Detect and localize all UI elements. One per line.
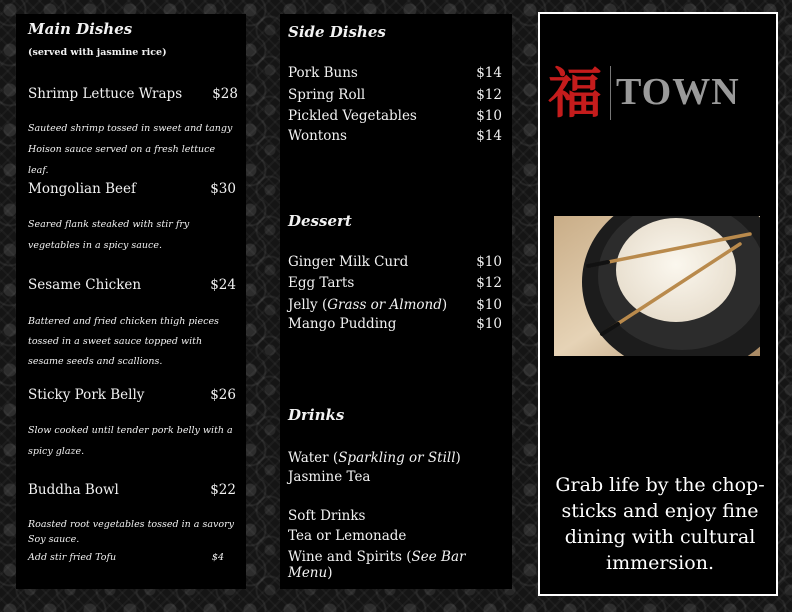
item-name: Mango Pudding	[288, 316, 397, 332]
item-variant: Sparkling or Still	[338, 450, 456, 466]
item-name: Water	[288, 450, 329, 466]
item-price: $24	[210, 277, 236, 293]
item-price: $26	[210, 387, 236, 403]
tagline: Grab life by the chop-sticks and enjoy fine dining with cultural immersion.	[555, 474, 765, 574]
menu-item-pork-buns	[288, 65, 502, 85]
main-dishes-note: (served with jasmine rice)	[28, 47, 167, 58]
item-description: Slow cooked until tender pork belly with a spicy glaze.	[28, 425, 233, 457]
item-description: Roasted root vegetables tossed in a savory Soy sauce.	[28, 519, 234, 545]
drink-soft-drinks	[288, 508, 502, 528]
menu-item-sticky-pork-belly	[28, 387, 236, 403]
item-description: Seared flank steaked with stir fry vegetables in a spicy sauce.	[28, 219, 190, 251]
item-name: Sticky Pork Belly	[28, 387, 145, 403]
side-dishes-title: Side Dishes	[288, 23, 386, 41]
item-name: Sesame Chicken	[28, 277, 142, 293]
item-name: Ginger Milk Curd	[288, 254, 409, 270]
drink-tea-or-lemonade	[288, 528, 502, 548]
drink-jasmine-tea	[288, 469, 502, 489]
logo-divider	[610, 66, 611, 120]
restaurant-logo	[546, 58, 774, 128]
menu-item-pickled-vegetables	[288, 108, 502, 128]
item-price: $10	[476, 108, 502, 124]
item-name: Mongolian Beef	[28, 181, 136, 197]
menu-item-mango-pudding	[288, 316, 502, 336]
item-price: $30	[210, 181, 236, 197]
logo-character: 福	[548, 61, 602, 125]
drink-wine-and-spirits: Wine and Spirits (See Bar Menu)	[288, 549, 466, 581]
item-name: Pork Buns	[288, 65, 358, 81]
item-variant: See Bar Menu	[288, 549, 466, 581]
item-price: $14	[476, 128, 502, 144]
menu-item-sesame-chicken	[28, 277, 236, 293]
item-name: Soft Drinks	[288, 508, 366, 524]
item-price: $12	[476, 275, 502, 291]
cover-panel	[538, 12, 778, 596]
item-description: Sauteed shrimp tossed in sweet and tangy Hoison sauce served on a fresh lettuce leaf.	[28, 123, 233, 176]
addon-tofu	[28, 552, 224, 563]
main-dishes-title: Main Dishes	[28, 20, 133, 38]
item-price: $14	[476, 65, 502, 81]
menu-item-egg-tarts	[288, 275, 502, 295]
item-name: Wine and Spirits	[288, 549, 402, 565]
item-price: $10	[476, 316, 502, 332]
item-price: $28	[212, 86, 238, 102]
item-variant: Grass or Almond	[327, 297, 442, 313]
item-name: Spring Roll	[288, 87, 366, 103]
dessert-title: Dessert	[288, 212, 352, 230]
menu-item-mongolian-beef	[28, 181, 236, 197]
menu-item-wontons	[288, 128, 502, 148]
addon-name: Add stir fried Tofu	[28, 552, 117, 563]
menu-item-spring-roll	[288, 87, 502, 107]
menu-item-buddha-bowl	[28, 482, 236, 498]
item-name: Buddha Bowl	[28, 482, 119, 498]
item-name: Jasmine Tea	[288, 469, 371, 485]
drinks-title: Drinks	[288, 406, 345, 424]
menu-item-ginger-milk-curd	[288, 254, 502, 274]
plate-chopsticks-photo	[554, 216, 760, 356]
item-name: Tea or Lemonade	[288, 528, 407, 544]
plate-illustration	[554, 216, 760, 356]
item-price: $22	[210, 482, 236, 498]
addon-price: $4	[211, 552, 224, 563]
menu-item-jelly: Jelly (Grass or Almond) $10	[288, 297, 502, 313]
sides-dessert-drinks-panel	[280, 14, 512, 589]
drink-water: Water (Sparkling or Still)	[288, 450, 461, 466]
menu-item-shrimp-lettuce-wraps	[28, 86, 238, 102]
main-dishes-panel	[16, 14, 246, 589]
item-price: $12	[476, 87, 502, 103]
item-name: Egg Tarts	[288, 275, 355, 291]
item-description: Battered and fried chicken thigh pieces tossed in a sweet sauce topped with sesame seeds and scallions.	[28, 316, 219, 367]
item-name: Pickled Vegetables	[288, 108, 417, 124]
logo-wordmark: TOWN	[616, 71, 740, 113]
item-name: Shrimp Lettuce Wraps	[28, 86, 183, 102]
item-price: $10	[476, 297, 502, 313]
item-name: Jelly	[288, 297, 318, 313]
item-name: Wontons	[288, 128, 347, 144]
item-price: $10	[476, 254, 502, 270]
